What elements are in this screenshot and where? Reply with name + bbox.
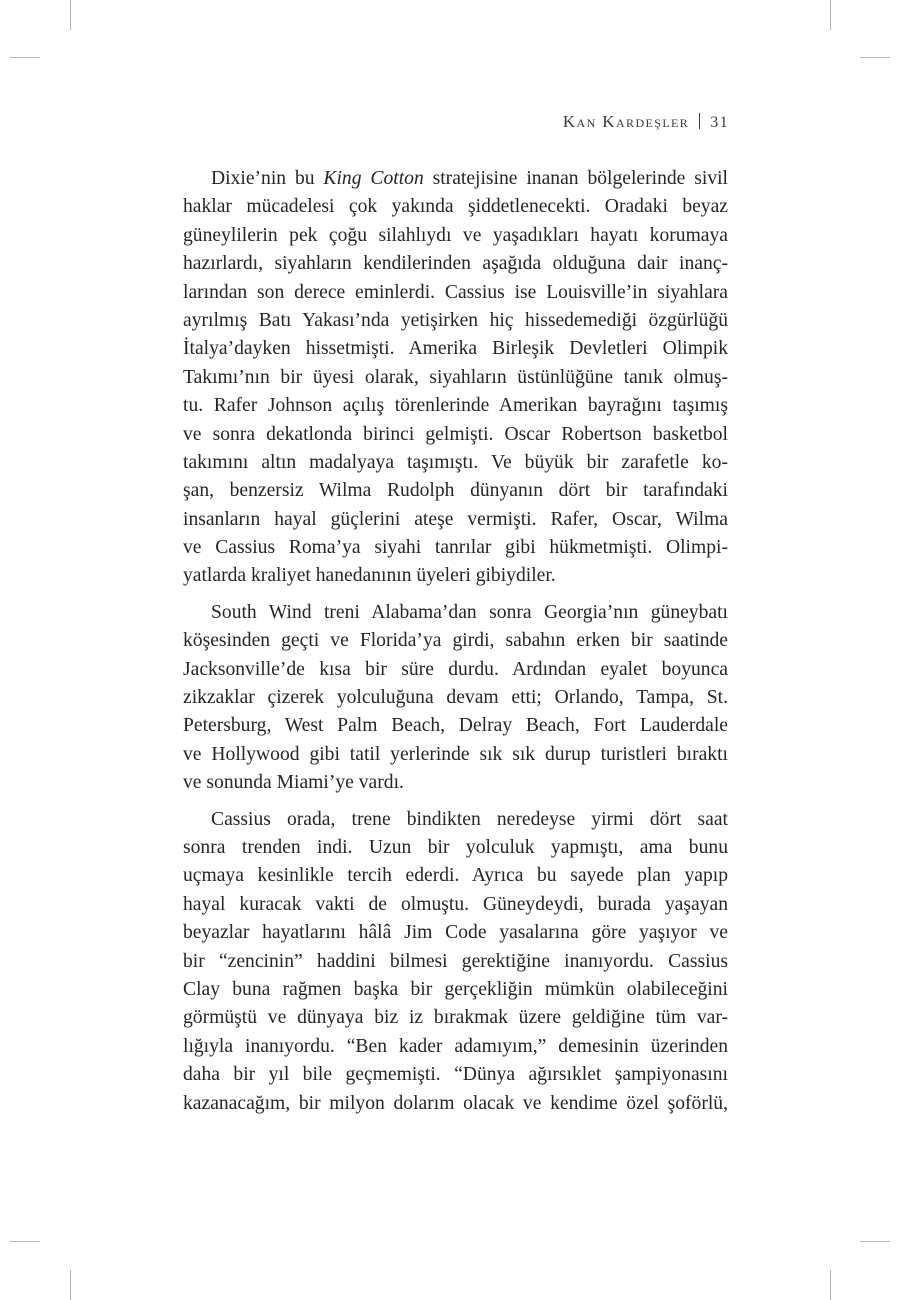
text-line: görmüştü ve dünyaya biz iz bırakmak üzere geldiğine tüm var- [183, 1007, 728, 1029]
text-line: insanların hayal güçlerini ateşe vermişti. Rafer, Oscar, Wilma [183, 508, 728, 530]
text-run: stratejisine inanan bölgelerinde sivil [423, 168, 729, 189]
text-run: Dixie’nin bu [211, 168, 324, 189]
paragraph [183, 806, 728, 1118]
text-line: ayrılmış Batı Yakası’nda yetişirken hiç hissedemediği özgürlüğü [183, 309, 728, 331]
text-line: takımını altın madalyaya taşımıştı. Ve büyük bir zarafetle ko- [183, 451, 728, 473]
text-line: yatlarda kraliyet hanedanının üyeleri gibiydiler. [183, 565, 556, 587]
text-line: güneylilerin pek çoğu silahlıydı ve yaşadıkları hayatı korumaya [183, 224, 728, 246]
text-line: daha bir yıl bile geçmemişti. “Dünya ağırsıklet şampiyonasını [183, 1064, 728, 1086]
text-line: uçmaya kesinlikle tercih ederdi. Ayrıca bu sayede plan yapıp [183, 865, 728, 887]
running-head-separator [699, 113, 700, 129]
body-text [183, 165, 728, 1118]
text-line: Cassius orada, trene bindikten neredeyse yirmi dört saat [211, 808, 728, 830]
text-line: İtalya’dayken hissetmişti. Amerika Birleşik Devletleri Olimpik [183, 338, 728, 360]
crop-mark-right-bottom [860, 1241, 890, 1242]
text-line: sonra trenden indi. Uzun bir yolculuk yapmıştı, ama bunu [183, 836, 728, 858]
crop-mark-bottom-right [830, 1270, 831, 1300]
crop-mark-left-bottom [10, 1241, 40, 1242]
text-line: bir “zencinin” haddini bilmesi gerektiğine inanıyordu. Cassius [183, 950, 728, 972]
text-line: Takımı’nın bir üyesi olarak, siyahların üstünlüğüne tanık olmuş- [183, 366, 728, 388]
text-line: Jacksonville’de kısa bir süre durdu. Ardından eyalet boyunca [183, 658, 728, 680]
crop-mark-right-top [860, 57, 890, 58]
text-line: şan, benzersiz Wilma Rudolph dünyanın dört bir tarafındaki [183, 480, 728, 502]
text-line: zikzaklar çizerek yolculuğuna devam etti; Orlando, Tampa, St. [183, 687, 728, 709]
text-line: South Wind treni Alabama’dan sonra Georgia’nın güneybatı [211, 601, 728, 623]
text-line: haklar mücadelesi çok yakında şiddetlenecekti. Oradaki beyaz [183, 196, 728, 218]
text-line: hazırlardı, siyahların kendilerinden aşağıda olduğuna dair inanç- [183, 253, 728, 275]
text-line: ve sonunda Miami’ye vardı. [183, 772, 404, 794]
text-line: Clay buna rağmen başka bir gerçekliğin mümkün olabileceğini [183, 978, 728, 1000]
paragraph [183, 165, 728, 591]
crop-mark-top-right [830, 0, 831, 30]
book-title: Kan Kardeşler [562, 112, 690, 131]
text-line: beyazlar hayatlarını hâlâ Jim Code yasalarına göre yaşıyor ve [183, 922, 728, 944]
page-number: 31 [710, 114, 729, 131]
crop-mark-left-top [10, 57, 40, 58]
text-line: larından son derece eminlerdi. Cassius ise Louisville’in siyahlara [183, 281, 728, 303]
text-line: köşesinden geçti ve Florida’ya girdi, sabahın erken bir saatinde [183, 630, 728, 652]
paragraph [183, 599, 728, 798]
text-line: tu. Rafer Johnson açılış törenlerinde Amerikan bayrağını taşımış [183, 395, 728, 417]
text-line: ve Hollywood gibi tatil yerlerinde sık sık durup turistleri bıraktı [183, 743, 728, 765]
text-line: ve Cassius Roma’ya siyahi tanrılar gibi hükmetmişti. Olimpi- [183, 537, 728, 559]
text-line: ve sonra dekatlonda birinci gelmişti. Oscar Robertson basketbol [183, 423, 728, 445]
text-line: lığıyla inanıyordu. “Ben kader adamıyım,” demesinin üzerinden [183, 1035, 728, 1057]
running-head [563, 112, 729, 132]
crop-mark-bottom-left [70, 1270, 71, 1300]
text-line [183, 165, 728, 193]
italic-title: King Cotton [323, 168, 424, 189]
crop-mark-top-left [70, 0, 71, 30]
text-line: kazanacağım, bir milyon dolarım olacak ve kendime özel şoförlü, [183, 1092, 728, 1114]
text-line: hayal kuracak vakti de olmuştu. Güneydeydi, burada yaşayan [183, 893, 728, 915]
text-line: Petersburg, West Palm Beach, Delray Beach, Fort Lauderdale [183, 715, 728, 737]
